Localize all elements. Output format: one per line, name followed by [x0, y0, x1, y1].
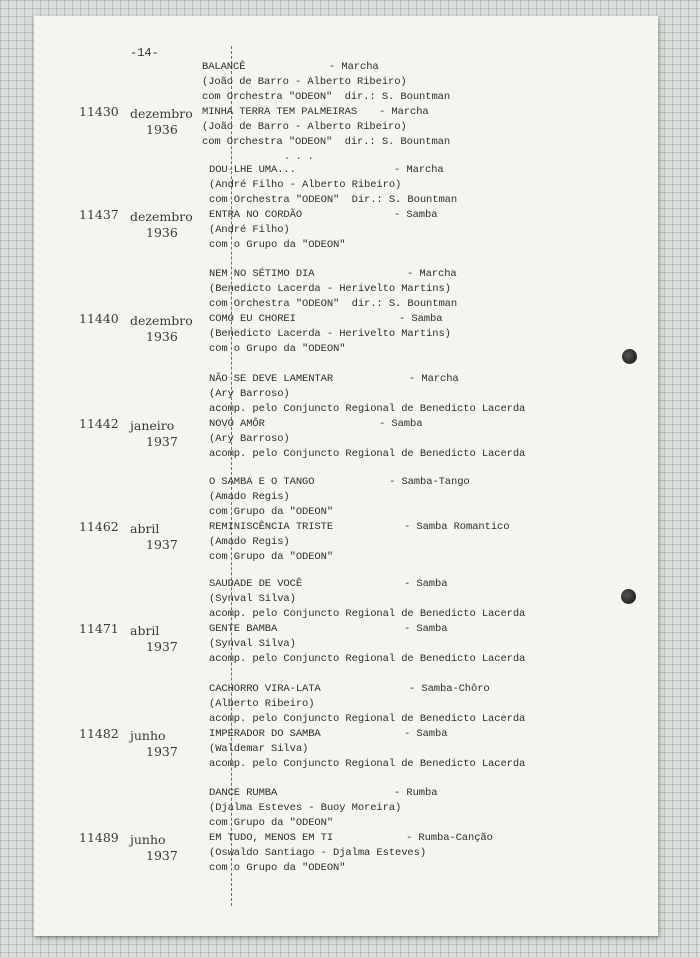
- entry-line: MINHA TERRA TEM PALMEIRAS: [202, 106, 358, 118]
- release-month: dezembro: [130, 106, 193, 121]
- punch-hole: [621, 589, 636, 604]
- release-year: 1937: [146, 434, 178, 449]
- genre-label: - Marcha: [379, 106, 429, 118]
- entry-line: (Synval Silva): [209, 638, 296, 650]
- release-month: dezembro: [130, 313, 193, 328]
- entry-line: (André Filho - Alberto Ribeiro): [209, 179, 402, 191]
- entry-line: com Grupo da "ODEON": [209, 817, 334, 829]
- entry-line: COMO EU CHOREI: [209, 313, 296, 325]
- entry-line: (Alberto Ribeiro): [209, 698, 315, 710]
- entry-line: com o Grupo da "ODEON": [209, 239, 346, 251]
- genre-label: - Samba: [404, 728, 448, 740]
- entry-line: com Orchestra "ODEON" dir.: S. Bountman: [202, 136, 451, 148]
- genre-label: - Samba: [379, 418, 423, 430]
- entry-line: (Oswaldo Santiago - Djalma Esteves): [209, 847, 427, 859]
- record-number: 11471: [79, 621, 119, 636]
- release-year: 1937: [146, 848, 178, 863]
- entry-line: com Orchestra "ODEON" dir.: S. Bountman: [209, 298, 458, 310]
- genre-label: - Samba: [399, 313, 443, 325]
- release-month: janeiro: [130, 418, 175, 433]
- document-sheet: [34, 16, 658, 936]
- release-year: 1936: [146, 329, 178, 344]
- release-year: 1937: [146, 639, 178, 654]
- release-year: 1936: [146, 122, 178, 137]
- entry-line: (Benedicto Lacerda - Herivelto Martins): [209, 328, 451, 340]
- genre-label: - Marcha: [329, 61, 379, 73]
- record-number: 11462: [79, 519, 119, 534]
- ellipsis-mark: . . .: [284, 152, 314, 163]
- entry-line: com o Grupo da "ODEON": [209, 343, 346, 355]
- entry-line: (André Filho): [209, 224, 290, 236]
- entry-line: (Amado Regis): [209, 536, 290, 548]
- entry-line: CACHORRO VIRA-LATA: [209, 683, 321, 695]
- entry-line: com Orchestra "ODEON" dir.: S. Bountman: [202, 91, 451, 103]
- genre-label: - Marcha: [394, 164, 444, 176]
- release-month: junho: [130, 728, 166, 743]
- entry-line: O SAMBA E O TANGO: [209, 476, 315, 488]
- entry-line: (Benedicto Lacerda - Herivelto Martins): [209, 283, 451, 295]
- genre-label: - Rumba: [394, 787, 438, 799]
- genre-label: - Samba: [394, 209, 438, 221]
- entry-line: IMPERADOR DO SAMBA: [209, 728, 321, 740]
- entry-line: (Ary Barroso): [209, 433, 290, 445]
- release-year: 1937: [146, 744, 178, 759]
- entry-line: acomp. pelo Conjuncto Regional de Benedicto Lacerda: [209, 758, 526, 770]
- entry-line: BALANCÊ: [202, 61, 246, 73]
- genre-label: - Samba-Tango: [389, 476, 470, 488]
- entry-line: com Grupo da "ODEON": [209, 551, 334, 563]
- entry-line: com Orchestra "ODEON" Dir.: S. Bountman: [209, 194, 458, 206]
- entry-line: (Ary Barroso): [209, 388, 290, 400]
- record-number: 11437: [79, 207, 119, 222]
- entry-line: GENTE BAMBA: [209, 623, 278, 635]
- entry-line: NÃO SE DEVE LAMENTAR: [209, 373, 334, 385]
- entry-line: (Djalma Esteves - Buoy Moreira): [209, 802, 402, 814]
- release-year: 1936: [146, 225, 178, 240]
- entry-line: acomp. pelo Conjuncto Regional de Benedicto Lacerda: [209, 448, 526, 460]
- record-number: 11442: [79, 416, 119, 431]
- release-year: 1937: [146, 537, 178, 552]
- genre-label: - Samba: [404, 578, 448, 590]
- record-number: 11482: [79, 726, 119, 741]
- entry-line: REMINISCÊNCIA TRISTE: [209, 521, 334, 533]
- entry-line: (João de Barro - Alberto Ribeiro): [202, 76, 407, 88]
- release-month: junho: [130, 832, 166, 847]
- entry-line: com Grupo da "ODEON": [209, 506, 334, 518]
- genre-label: - Marcha: [407, 268, 457, 280]
- entry-line: DANCE RUMBA: [209, 787, 278, 799]
- record-number: 11430: [79, 104, 119, 119]
- genre-label: - Samba: [404, 623, 448, 635]
- entry-line: (Synval Silva): [209, 593, 296, 605]
- entry-line: EM TUDO, MENOS EM TI: [209, 832, 334, 844]
- release-month: dezembro: [130, 209, 193, 224]
- entry-line: NEM NO SÉTIMO DIA: [209, 268, 315, 280]
- page-number: -14-: [130, 46, 159, 60]
- entry-line: NOVO AMÔR: [209, 418, 265, 430]
- genre-label: - Samba-Chôro: [409, 683, 490, 695]
- entry-line: DOU-LHE UMA...: [209, 164, 296, 176]
- entry-line: acomp. pelo Conjuncto Regional de Benedicto Lacerda: [209, 608, 526, 620]
- entry-line: (Waldemar Silva): [209, 743, 309, 755]
- genre-label: - Samba Romantico: [404, 521, 510, 533]
- release-month: abril: [130, 521, 160, 536]
- entry-line: acomp. pelo Conjuncto Regional de Benedicto Lacerda: [209, 713, 526, 725]
- entry-line: ENTRA NO CORDÃO: [209, 209, 303, 221]
- record-number: 11489: [79, 830, 119, 845]
- record-number: 11440: [79, 311, 119, 326]
- entry-line: acomp. pelo Conjuncto Regional de Benedicto Lacerda: [209, 403, 526, 415]
- entry-line: SAUDADE DE VOCÊ: [209, 578, 303, 590]
- entry-line: com o Grupo da "ODEON": [209, 862, 346, 874]
- genre-label: - Rumba-Canção: [406, 832, 493, 844]
- entry-line: (João de Barro - Alberto Ribeiro): [202, 121, 407, 133]
- entry-line: acomp. pelo Conjuncto Regional de Benedicto Lacerda: [209, 653, 526, 665]
- punch-hole: [622, 349, 637, 364]
- genre-label: - Marcha: [409, 373, 459, 385]
- entry-line: (Amado Regis): [209, 491, 290, 503]
- release-month: abril: [130, 623, 160, 638]
